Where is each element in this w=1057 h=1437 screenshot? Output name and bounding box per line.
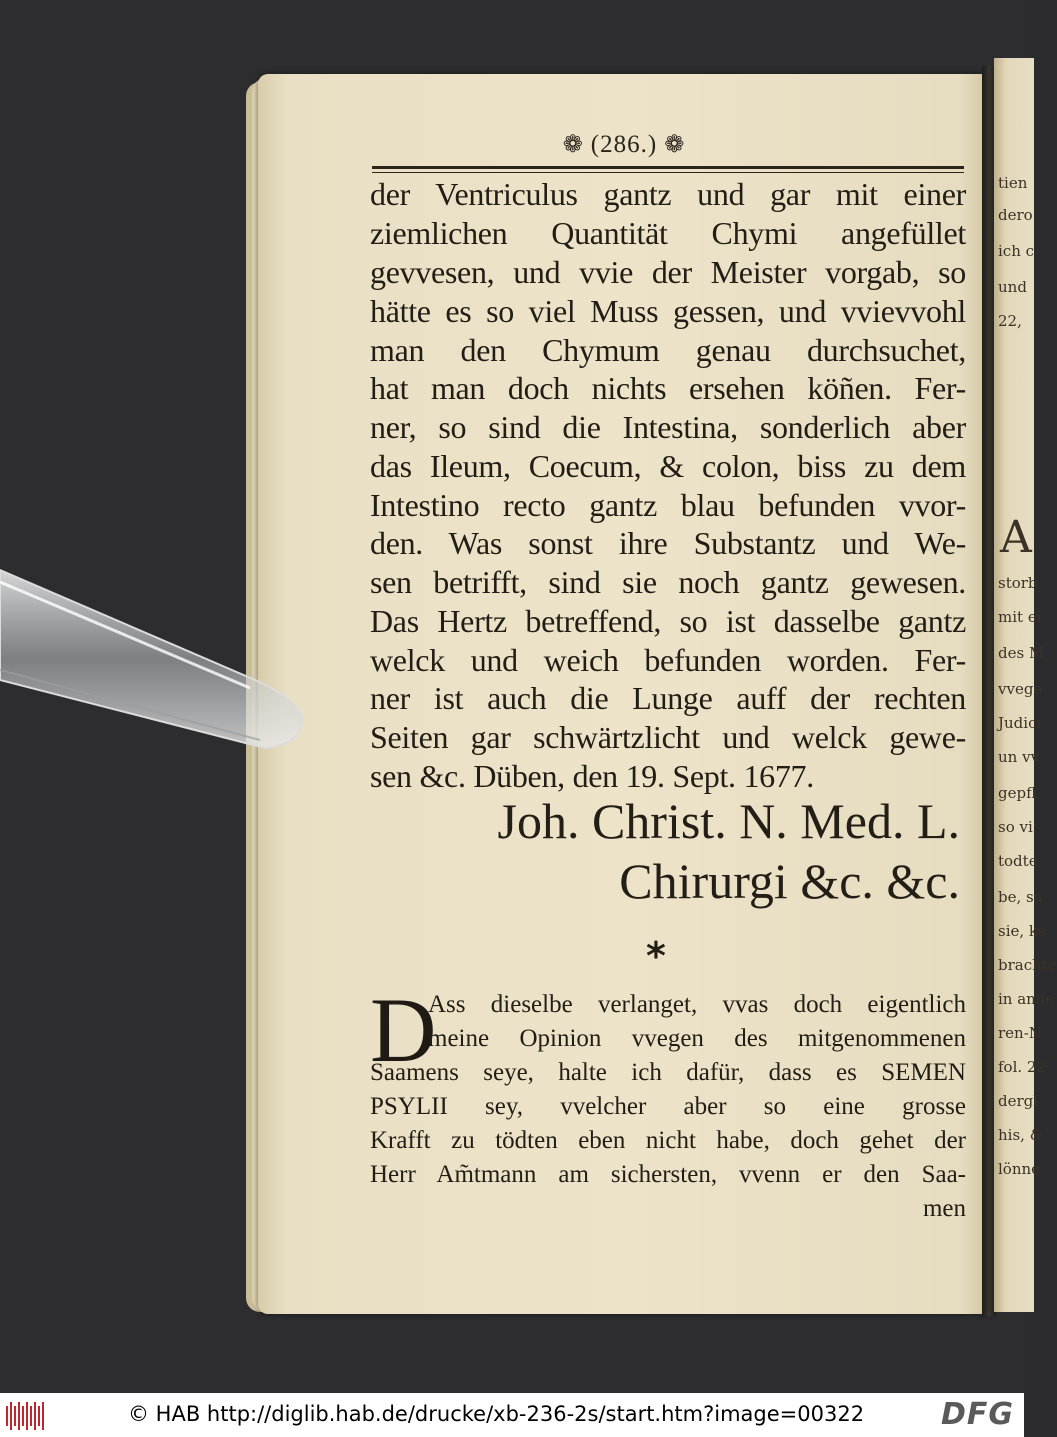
- text-line: der Ventriculus gantz und gar mit einer: [370, 176, 966, 212]
- flower-ornament-icon: ❁: [657, 132, 686, 158]
- footer-bar: [0, 1393, 1024, 1437]
- flower-ornament-icon: ❁: [562, 132, 591, 158]
- facing-text: un vv: [998, 748, 1040, 766]
- text-line: Ass dieselbe verlanget, vvas doch eigentlich: [428, 991, 966, 1018]
- facing-text: dergl: [998, 1092, 1039, 1110]
- facing-text: brachte: [998, 956, 1057, 974]
- glass-page-holder: [0, 560, 320, 780]
- catchword: men: [922, 1195, 966, 1222]
- text-line: hätte es so viel Muss gessen, und vvievvohl: [370, 293, 966, 329]
- text-line: das Ileum, Coecum, & colon, biss zu dem: [370, 448, 966, 484]
- facing-text: ren-N: [998, 1024, 1042, 1042]
- text-line: Das Hertz betreffend, so ist dasselbe gantz: [370, 603, 966, 639]
- source-link[interactable]: © HAB http://diglib.hab.de/drucke/xb-236-2s/start.htm?image=00322: [128, 1402, 865, 1426]
- book-page: [258, 74, 990, 1314]
- dfg-logo: DFG: [940, 1397, 1014, 1432]
- facing-text: so vi: [998, 818, 1033, 836]
- text-line: man den Chymum genau durchsuchet,: [370, 332, 966, 368]
- text-line: den. Was sonst ihre Substantz und We-: [370, 525, 966, 561]
- text-line: ner ist auch die Lunge auff der rechten: [370, 680, 966, 716]
- text-line: hat man doch nichts ersehen köñen. Fer-: [370, 370, 966, 406]
- facing-text: storb: [998, 574, 1038, 592]
- facing-text: mit ei: [998, 608, 1042, 626]
- facing-text: tien: [998, 174, 1028, 192]
- text-line: Krafft zu tödten eben nicht habe, doch gehet der: [370, 1127, 966, 1154]
- facing-text: und: [998, 278, 1027, 296]
- text-line: meine Opinion vvegen des mitgenommenen: [428, 1025, 966, 1052]
- facing-text: vvege: [998, 680, 1043, 698]
- text-line: Saamens seye, halte ich dafür, dass es SEMEN: [370, 1059, 966, 1086]
- text-line: sen &c. Düben, den 19. Sept. 1677.: [370, 758, 814, 794]
- signature-name: Joh. Christ. N. Med. L.: [497, 793, 960, 849]
- text-line: gevvesen, und vvie der Meister vorgab, so: [370, 254, 966, 290]
- text-line: sen betrifft, sind sie noch gantz gewesen.: [370, 564, 966, 600]
- text-line: Intestino recto gantz blau befunden vvor-: [370, 487, 966, 523]
- facing-text: fol. 22: [998, 1058, 1047, 1076]
- text-line: Seiten gar schwärtzlicht und welck gewe-: [370, 719, 966, 755]
- facing-initial: A: [1000, 512, 1032, 563]
- facing-text: todte: [998, 852, 1038, 870]
- page-header: [258, 130, 990, 159]
- facing-text: Judici: [998, 714, 1042, 732]
- text-line: welck und weich befunden worden. Fer-: [370, 642, 966, 678]
- text-line: ziemlichen Quantität Chymi angefüllet: [370, 215, 966, 251]
- text-line: PSYLII sey, vvelcher aber so eine grosse: [370, 1093, 966, 1120]
- header-rule: [372, 166, 964, 169]
- hab-logo-icon: [6, 1402, 48, 1430]
- text-line: Herr Am̃tmann am sichersten, vvenn er den Saa-: [370, 1161, 966, 1188]
- facing-page: [994, 58, 1057, 1312]
- signature-title: Chirurgi &c. &c.: [619, 853, 960, 909]
- facing-text: dero: [998, 206, 1033, 224]
- facing-text: lönne: [998, 1160, 1041, 1178]
- drop-cap: D: [370, 979, 437, 1081]
- facing-text: in ande: [998, 990, 1055, 1008]
- page-number: (286.): [590, 131, 658, 158]
- facing-text: his, &: [998, 1126, 1044, 1144]
- facing-text: be, sa: [998, 888, 1043, 906]
- facing-text: gepfl: [998, 784, 1037, 802]
- facing-text: des M: [998, 644, 1045, 662]
- text-line: ner, so sind die Intestina, sonderlich aber: [370, 409, 966, 445]
- section-asterisk: *: [646, 934, 666, 978]
- facing-text: sie, ke: [998, 922, 1047, 940]
- facing-text: ich c: [998, 242, 1035, 260]
- facing-text: 22,: [998, 312, 1022, 330]
